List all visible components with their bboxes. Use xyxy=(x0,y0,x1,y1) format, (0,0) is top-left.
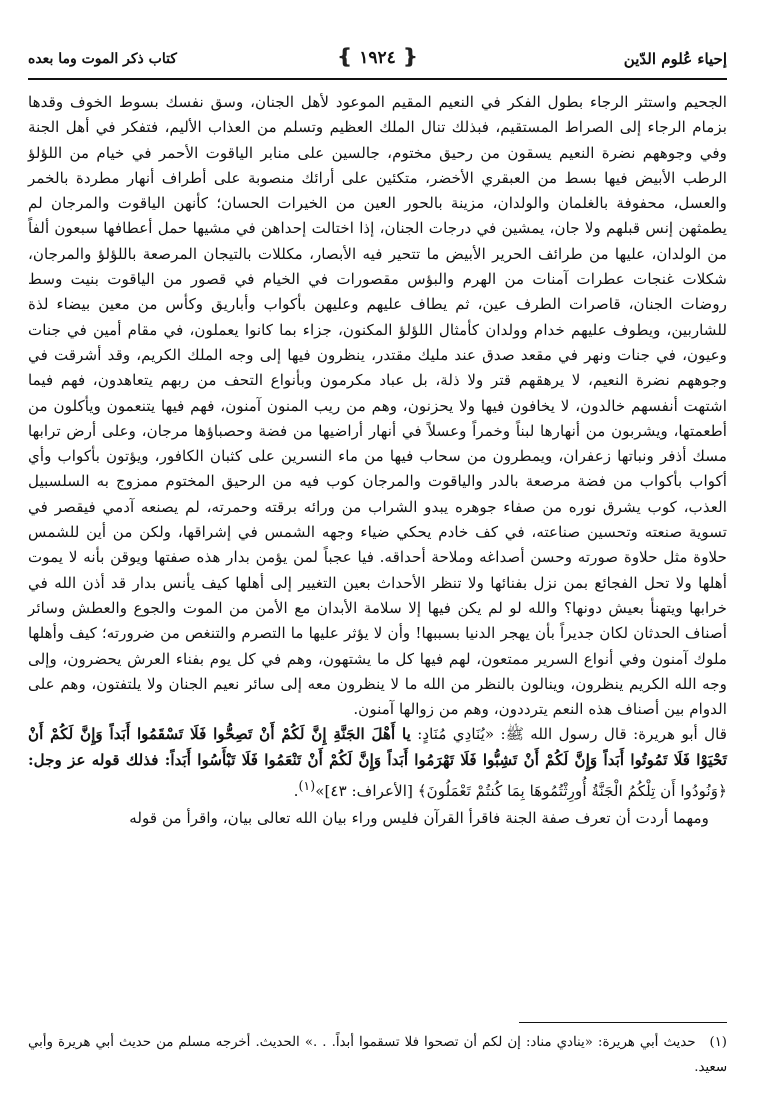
ornament-left-icon: ❴ xyxy=(336,44,354,68)
header-divider xyxy=(28,78,727,80)
footnote-text: حديث أبي هريرة: «ينادي مناد: إن لكم أن تصحوا فلا تسقموا أبداً. . .» الحديث. أخرجه مسلم من حديث أبي هريرة وأبي سعيد. xyxy=(28,1035,727,1075)
footnote xyxy=(28,1030,727,1080)
quran-verse: ﴿وَنُودُوا أَن تِلْكُمُ الْجَنَّةُ أُورِثْتُمُوهَا بِمَا كُنتُمْ تَعْمَلُونَ﴾ [الأعراف: ٤٣]» xyxy=(315,782,727,801)
page-number-ornament xyxy=(337,44,419,68)
main-text xyxy=(28,90,727,832)
page-number: ١٩٢٤ xyxy=(359,48,396,68)
paragraph-main: الجحيم واستثر الرجاء بطول الفكر في النعيم المقيم الموعود لأهل الجنان، وسق نفسك بسوط الخوف وقدها بزمام الرجاء إلى الصراط المستقيم، فبذلك تنال الملك العظيم وتسلم من العذاب الأليم، فتفكر في أهل الجنة وفي وجوههم نضرة النعيم يسقون من رحيق مختوم، جالسين على منابر الياقوت الأحمر في خيام من اللؤلؤ الرطب الأبيض فيها بسط من العبقري الأخضر، متكئين على أرائك منصوبة على أطراف أنهار مطردة بالخمر والعسل، محفوفة بالغلمان والولدان، مزينة بالحور العين من الخيرات الحسان؛ كأنهن الياقوت والمرجان لم يطمثهن إنس قبلهم ولا جان، يمشين في درجات الجنان، إذا اختالت إحداهن في مشيها حمل أعطافها سبعون ألفاً من الولدان، عليها من طرائف الحرير الأبيض ما تتحير فيه الأبصار، مكللات بالتيجان المرصعة باللؤلؤ والمرجان، شكلات غنجات عطرات آمنات من الهرم والبؤس مقصورات في الخيام في قصور من الياقوت بنيت وسط روضات الجنان، قاصرات الطرف عين، ثم يطاف عليهم وعليهن بأكواب وأباريق وكأس من معين بيضاء لذة للشاربين، ويطوف عليهم خدام وولدان كأمثال اللؤلؤ المكنون، جزاء بما كانوا يعملون، في مقام أمين في جنات وعيون، في جنات ونهر في مقعد صدق عند مليك مقتدر، ينظرون فيها إلى وجه الملك الكريم، وقد أشرقت في وجوههم نضرة النعيم، لا يرهقهم قتر ولا ذلة، بل عباد مكرمون وبأنواع التحف من ربهم يتعاهدون، فهم فيما اشتهت أنفسهم خالدون، لا يخافون فيها ولا يحزنون، وهم من ريب المنون آمنون، فهم فيها يتنعمون ويأكلون من أطعمتها، ويشربون من أنهارها لبناً وخمراً وعسلاً في أنهار أراضيها من فضة وحصباؤها مرجان، وعلى أرض ترابها مسك أذفر ونباتها زعفران، ويمطرون من سحاب فيها من ماء النسرين على كثبان الكافور، ويؤتون بأكواب وأي أكواب بأكواب من فضة مرصعة بالدر والياقوت والمرجان كوب فيه من الرحيق المختوم ممزوج به السلسبيل العذب، كوب يشرق نوره من صفاء جوهره يبدو الشراب من ورائه برقته وحمرته، لم يصنعه آدمي فيقصر في تسوية صنعته وتحسين صناعته، في كف خادم يحكي ضياء وجهه الشمس في إشراقها، ولكن من أين للشمس حلاوة مثل حلاوة صورته وحسن أصداغه وملاحة أحداقه. فيا عجباً لمن يؤمن بدار هذه صفتها ويوقن بأنه لا يموت أهلها ولا تحل الفجائع بمن نزل بفنائها ولا تنظر الأحداث بعين التغيير إلى أهلها كيف يأنس بدار قد أذن الله في خرابها ويتهنأ بعيش دونها؟ والله لو لم يكن فيها إلا سلامة الأبدان مع الأمن من الموت والجوع والعطش وسائر أصناف الحدثان لكان جديراً بأن يهجر الدنيا بسببها! وأن لا يؤثر عليها ما التصرم والتنغص من ضرورته؛ كيف وأهلها ملوك آمنون وفي أنواع السرير ممتعون، لهم فيها كل ما يشتهون، وهم في كل يوم بفناء العرش يحضرون، وإلى وجه الله الكريم ينظرون، وينالون بالنظر من الله ما لا ينظرون معه إلى سائر نعيم الجنان ولا يلتفتون، وهم على الدوام بين أصناف هذه النعم يترددون، وهم من زوالها آمنون. xyxy=(28,93,727,719)
hadith-text: يا أَهْلَ الجَنَّةِ إِنَّ لَكُمْ أَنْ تَصِحُّوا فَلَا تَسْقَمُوا أَبَداً وَإِنَّ لَكُمْ أَنْ تَحْيَوْا فَلَا تَمُوتُوا أَبَداً وَإِنَّ لَكُمْ أَنْ تَشِبُّوا فَلَا تَهْرَمُوا أَبَداً وَإِنَّ لَكُمْ أَنْ تَنْعَمُوا فَلَا تَبْأَسُوا أَبَداً: فذلك قوله عز وجل: xyxy=(28,725,727,769)
paragraph-hadith: قال أبو هريرة: قال رسول الله ﷺ: «يُنَادِي مُنَادٍ: يا أَهْلَ الجَنَّةِ إِنَّ لَكُمْ أَنْ تَصِحُّوا فَلَا تَسْقَمُوا أَبَداً وَإِنَّ لَكُمْ أَنْ تَحْيَوْا فَلَا تَمُوتُوا أَبَداً وَإِنَّ لَكُمْ أَنْ تَشِبُّوا فَلَا تَهْرَمُوا أَبَداً وَإِنَّ لَكُمْ أَنْ تَنْعَمُوا فَلَا تَبْأَسُوا أَبَداً: فذلك قوله عز وجل: ﴿وَنُودُوا أَن تِلْكُمُ الْجَنَّةُ أُورِثْتُمُوهَا بِمَا كُنتُمْ تَعْمَلُونَ﴾ [الأعراف: ٤٣]»$^{(١)}$. xyxy=(28,725,728,801)
paragraph-closing: ومهما أردت أن تعرف صفة الجنة فاقرأ القرآن فليس وراء بيان الله تعالى بيان، واقرأ من قوله xyxy=(129,809,709,828)
chapter-title: كتاب ذكر الموت وما بعده xyxy=(28,51,177,67)
footnote-divider xyxy=(519,1022,727,1023)
hadith-intro: قال أبو هريرة: قال رسول الله ﷺ: «يُنَادِي مُنَادٍ: xyxy=(410,725,728,744)
footnote-marker: (١) xyxy=(298,778,316,794)
page-header xyxy=(28,42,727,76)
book-title: إحياء عُلوم الدّين xyxy=(623,50,727,68)
footnote-number: (١) xyxy=(709,1035,727,1050)
ornament-right-icon: ❵ xyxy=(401,44,419,68)
